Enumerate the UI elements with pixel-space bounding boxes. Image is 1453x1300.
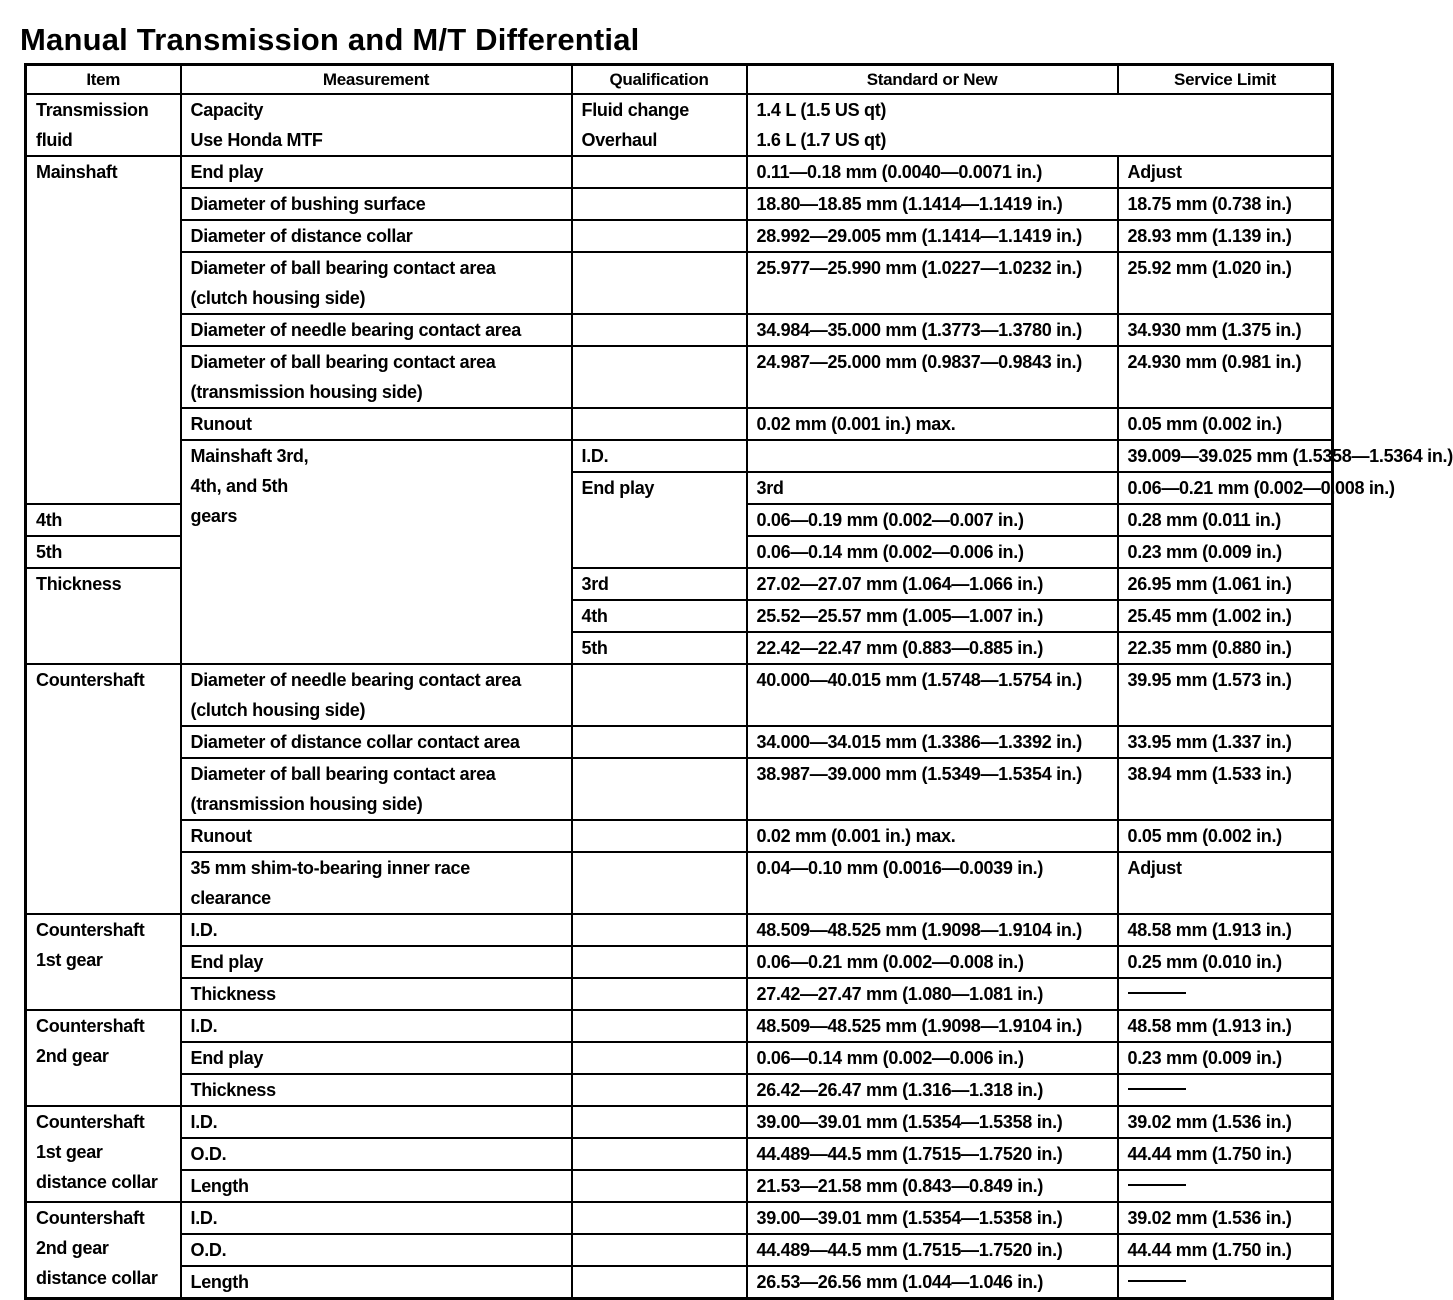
service-limit-cell: 0.25 mm (0.010 in.) (1118, 946, 1333, 978)
table-row (26, 726, 1333, 758)
standard-cell: 44.489—44.5 mm (1.7515—1.7520 in.) (747, 1138, 1118, 1170)
standard-cell: 0.06—0.21 mm (0.002—0.008 in.) (747, 946, 1118, 978)
no-limit-dash (1128, 1184, 1186, 1186)
standard-cell: 48.509—48.525 mm (1.9098—1.9104 in.) (747, 1010, 1118, 1042)
qualification-cell: 4th (26, 504, 181, 536)
service-limit-cell (1118, 978, 1333, 1010)
qualification-cell (572, 820, 747, 852)
measurement-cell: Thickness (181, 1074, 572, 1106)
qualification-cell (572, 408, 747, 440)
standard-cell: 27.02—27.07 mm (1.064—1.066 in.) (747, 568, 1118, 600)
qualification-cell (572, 346, 747, 408)
measurement-cell: Diameter of ball bearing contact area (transmission housing side) (181, 758, 572, 820)
measurement-cell: 35 mm shim-to-bearing inner race clearance (181, 852, 572, 914)
table-row (26, 946, 1333, 978)
table-row (26, 1266, 1333, 1299)
service-limit-cell: 0.23 mm (0.009 in.) (1118, 536, 1333, 568)
service-limit-cell: 33.95 mm (1.337 in.) (1118, 726, 1333, 758)
standard-cell: 34.000—34.015 mm (1.3386—1.3392 in.) (747, 726, 1118, 758)
qualification-cell: 5th (572, 632, 747, 664)
qualification-cell (572, 220, 747, 252)
table-row (26, 346, 1333, 408)
measurement-cell: End play (181, 156, 572, 188)
item-cell: Mainshaft (26, 156, 181, 504)
header-qualification: Qualification (572, 65, 747, 95)
table-row (26, 1202, 1333, 1234)
service-limit-cell: 25.92 mm (1.020 in.) (1118, 252, 1333, 314)
header-standard: Standard or New (747, 65, 1118, 95)
table-row (26, 820, 1333, 852)
qualification-cell (572, 1106, 747, 1138)
measurement-cell: I.D. (181, 1010, 572, 1042)
standard-cell: 0.06—0.19 mm (0.002—0.007 in.) (747, 504, 1118, 536)
standard-cell: 22.42—22.47 mm (0.883—0.885 in.) (747, 632, 1118, 664)
service-limit-cell: 44.44 mm (1.750 in.) (1118, 1234, 1333, 1266)
measurement-cell: End play (572, 472, 747, 568)
service-limit-cell: 48.58 mm (1.913 in.) (1118, 1010, 1333, 1042)
qualification-cell (572, 1042, 747, 1074)
table-row (26, 1170, 1333, 1202)
service-limit-cell: 0.05 mm (0.002 in.) (1118, 408, 1333, 440)
measurement-cell: Diameter of needle bearing contact area (181, 314, 572, 346)
measurement-cell: End play (181, 946, 572, 978)
service-limit-cell: Adjust (1118, 156, 1333, 188)
service-limit-cell: 0.05 mm (0.002 in.) (1118, 820, 1333, 852)
table-row (26, 125, 1333, 156)
service-limit-cell: 18.75 mm (0.738 in.) (1118, 188, 1333, 220)
standard-cell: 25.52—25.57 mm (1.005—1.007 in.) (747, 600, 1118, 632)
service-limit-cell: 39.02 mm (1.536 in.) (1118, 1202, 1333, 1234)
measurement-cell: Thickness (26, 568, 181, 664)
standard-cell: 25.977—25.990 mm (1.0227—1.0232 in.) (747, 252, 1118, 314)
standard-cell: 24.987—25.000 mm (0.9837—0.9843 in.) (747, 346, 1118, 408)
standard-cell: 0.06—0.14 mm (0.002—0.006 in.) (747, 1042, 1118, 1074)
spec-table (24, 63, 1453, 1300)
standard-cell: 0.11—0.18 mm (0.0040—0.0071 in.) (747, 156, 1118, 188)
table-row (26, 1234, 1333, 1266)
measurement-cell: I.D. (181, 914, 572, 946)
item-cell: Countershaft (26, 664, 181, 914)
qualification-cell: 3rd (572, 568, 747, 600)
table-row (26, 852, 1333, 914)
qualification-cell (572, 314, 747, 346)
qualification-cell: 5th (26, 536, 181, 568)
qualification-cell (572, 1010, 747, 1042)
service-limit-cell: 26.95 mm (1.061 in.) (1118, 568, 1333, 600)
service-limit-cell: 28.93 mm (1.139 in.) (1118, 220, 1333, 252)
standard-cell: 27.42—27.47 mm (1.080—1.081 in.) (747, 978, 1118, 1010)
measurement-cell: Length (181, 1170, 572, 1202)
service-limit-cell: 38.94 mm (1.533 in.) (1118, 758, 1333, 820)
service-limit-cell: 24.930 mm (0.981 in.) (1118, 346, 1333, 408)
service-limit-cell (1118, 1266, 1333, 1299)
measurement-cell: Capacity (181, 94, 572, 125)
item-cell: fluid (26, 125, 181, 156)
service-limit-cell: 39.95 mm (1.573 in.) (1118, 664, 1333, 726)
standard-cell: 21.53—21.58 mm (0.843—0.849 in.) (747, 1170, 1118, 1202)
service-limit-cell: 48.58 mm (1.913 in.) (1118, 914, 1333, 946)
service-limit-cell: Adjust (1118, 852, 1333, 914)
qualification-cell (572, 1138, 747, 1170)
measurement-cell: Thickness (181, 978, 572, 1010)
standard-cell: 48.509—48.525 mm (1.9098—1.9104 in.) (747, 914, 1118, 946)
service-limit-cell: 22.35 mm (0.880 in.) (1118, 632, 1333, 664)
qualification-cell (572, 1266, 747, 1299)
qualification-cell (747, 440, 1118, 472)
measurement-cell: Diameter of distance collar (181, 220, 572, 252)
standard-cell: 0.02 mm (0.001 in.) max. (747, 820, 1118, 852)
qualification-cell (572, 188, 747, 220)
standard-cell: 39.009—39.025 mm (1.5358—1.5364 in.) (1118, 440, 1333, 472)
item-cell: Countershaft 2nd gear distance collar (26, 1202, 181, 1299)
item-cell: Countershaft 1st gear distance collar (26, 1106, 181, 1202)
qualification-cell (572, 664, 747, 726)
service-limit-cell: 0.28 mm (0.011 in.) (1118, 504, 1333, 536)
standard-cell: 39.00—39.01 mm (1.5354—1.5358 in.) (747, 1202, 1118, 1234)
item-cell: Countershaft 2nd gear (26, 1010, 181, 1106)
measurement-cell: Diameter of bushing surface (181, 188, 572, 220)
qualification-cell (572, 1074, 747, 1106)
service-limit-cell: 44.44 mm (1.750 in.) (1118, 1138, 1333, 1170)
table-row (26, 314, 1333, 346)
table-row (26, 440, 1333, 472)
service-limit-cell: 25.45 mm (1.002 in.) (1118, 600, 1333, 632)
no-limit-dash (1128, 992, 1186, 994)
table-row (26, 758, 1333, 820)
table-row (26, 220, 1333, 252)
qualification-cell: 4th (572, 600, 747, 632)
qualification-cell (572, 978, 747, 1010)
standard-cell: 0.06—0.14 mm (0.002—0.006 in.) (747, 536, 1118, 568)
standard-cell: 0.04—0.10 mm (0.0016—0.0039 in.) (747, 852, 1118, 914)
qualification-cell (572, 156, 747, 188)
measurement-cell: O.D. (181, 1234, 572, 1266)
measurement-cell: Runout (181, 408, 572, 440)
table-row (26, 1138, 1333, 1170)
header-row (26, 65, 1333, 95)
measurement-cell: Diameter of ball bearing contact area (clutch housing side) (181, 252, 572, 314)
standard-cell: 26.53—26.56 mm (1.044—1.046 in.) (747, 1266, 1118, 1299)
item-cell: Mainshaft 3rd, 4th, and 5th gears (181, 440, 572, 664)
measurement-cell: I.D. (572, 440, 747, 472)
standard-cell: 38.987—39.000 mm (1.5349—1.5354 in.) (747, 758, 1118, 820)
qualification-cell (572, 1234, 747, 1266)
qualification-cell (572, 1202, 747, 1234)
qualification-cell (572, 758, 747, 820)
table-row (26, 1074, 1333, 1106)
measurement-cell: Diameter of needle bearing contact area (clutch housing side) (181, 664, 572, 726)
measurement-cell: Diameter of ball bearing contact area (transmission housing side) (181, 346, 572, 408)
standard-cell: 18.80—18.85 mm (1.1414—1.1419 in.) (747, 188, 1118, 220)
standard-cell: 0.02 mm (0.001 in.) max. (747, 408, 1118, 440)
measurement-cell: Use Honda MTF (181, 125, 572, 156)
table-row (26, 156, 1333, 188)
measurement-cell: I.D. (181, 1202, 572, 1234)
standard-cell: 34.984—35.000 mm (1.3773—1.3780 in.) (747, 314, 1118, 346)
service-limit-cell (1118, 1170, 1333, 1202)
table-row (26, 664, 1333, 726)
qualification-cell (572, 852, 747, 914)
no-limit-dash (1128, 1280, 1186, 1282)
no-limit-dash (1128, 1088, 1186, 1090)
table-row (26, 252, 1333, 314)
item-cell: Countershaft 1st gear (26, 914, 181, 1010)
table-row (26, 978, 1333, 1010)
item-cell: Transmission (26, 94, 181, 125)
qualification-cell (572, 252, 747, 314)
measurement-cell: Diameter of distance collar contact area (181, 726, 572, 758)
table-row (26, 1010, 1333, 1042)
standard-cell: 1.6 L (1.7 US qt) (747, 125, 1333, 156)
table-row (26, 914, 1333, 946)
qualification-cell (572, 726, 747, 758)
qualification-cell: Fluid change (572, 94, 747, 125)
standard-cell: 26.42—26.47 mm (1.316—1.318 in.) (747, 1074, 1118, 1106)
table-row (26, 188, 1333, 220)
measurement-cell: I.D. (181, 1106, 572, 1138)
header-item: Item (26, 65, 181, 95)
header-measurement: Measurement (181, 65, 572, 95)
standard-cell: 0.06—0.21 mm (0.002—0.008 in.) (1118, 472, 1333, 504)
service-limit-cell: 39.02 mm (1.536 in.) (1118, 1106, 1333, 1138)
table-row (26, 1106, 1333, 1138)
measurement-cell: Runout (181, 820, 572, 852)
qualification-cell: Overhaul (572, 125, 747, 156)
standard-cell: 39.00—39.01 mm (1.5354—1.5358 in.) (747, 1106, 1118, 1138)
service-limit-cell: 0.23 mm (0.009 in.) (1118, 1042, 1333, 1074)
standard-cell: 40.000—40.015 mm (1.5748—1.5754 in.) (747, 664, 1118, 726)
measurement-cell: O.D. (181, 1138, 572, 1170)
qualification-cell (572, 946, 747, 978)
page-title: Manual Transmission and M/T Differential (20, 22, 640, 57)
qualification-cell: 3rd (747, 472, 1118, 504)
service-limit-cell: 34.930 mm (1.375 in.) (1118, 314, 1333, 346)
table-row (26, 1042, 1333, 1074)
table-row (26, 408, 1333, 440)
header-service-limit: Service Limit (1118, 65, 1333, 95)
standard-cell: 44.489—44.5 mm (1.7515—1.7520 in.) (747, 1234, 1118, 1266)
service-limit-cell (1118, 1074, 1333, 1106)
qualification-cell (572, 1170, 747, 1202)
measurement-cell: End play (181, 1042, 572, 1074)
measurement-cell: Length (181, 1266, 572, 1299)
standard-cell: 1.4 L (1.5 US qt) (747, 94, 1333, 125)
table-row (26, 94, 1333, 125)
qualification-cell (572, 914, 747, 946)
standard-cell: 28.992—29.005 mm (1.1414—1.1419 in.) (747, 220, 1118, 252)
